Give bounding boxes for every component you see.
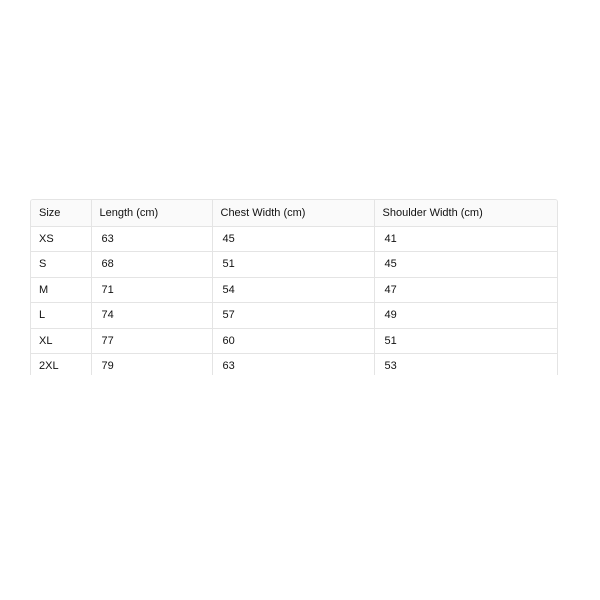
cell-length: 63 xyxy=(91,226,212,252)
cell-size: XL xyxy=(31,328,91,354)
cell-shoulder-width: 41 xyxy=(374,226,558,252)
cell-chest-width: 60 xyxy=(212,328,374,354)
cell-shoulder-width: 45 xyxy=(374,252,558,278)
table-row xyxy=(31,328,558,354)
cell-size: L xyxy=(31,303,91,329)
cell-size: S xyxy=(31,252,91,278)
cell-length: 71 xyxy=(91,277,212,303)
table-row xyxy=(31,277,558,303)
table-row xyxy=(31,354,558,376)
cell-length: 68 xyxy=(91,252,212,278)
header-chest-width: Chest Width (cm) xyxy=(212,200,374,226)
cell-size: 2XL xyxy=(31,354,91,376)
cell-shoulder-width: 53 xyxy=(384,360,397,372)
cell-chest-width: 51 xyxy=(212,252,374,278)
cell-length: 79 xyxy=(91,354,212,376)
cell-chest-width: 57 xyxy=(212,303,374,329)
table-row xyxy=(31,226,558,252)
table-header-row xyxy=(31,200,558,226)
cell-size: M xyxy=(31,277,91,303)
table-row xyxy=(31,252,558,278)
header-size: Size xyxy=(31,200,91,226)
cell-chest-width: 54 xyxy=(212,277,374,303)
cell-chest-width: 63 xyxy=(212,354,374,376)
cell-length: 77 xyxy=(91,328,212,354)
size-chart xyxy=(30,199,558,375)
header-shoulder-width: Shoulder Width (cm) xyxy=(374,200,558,226)
table-row xyxy=(31,303,558,329)
cell-shoulder-width: 51 xyxy=(374,328,558,354)
size-chart-table xyxy=(31,200,558,375)
cell-shoulder-width: 49 xyxy=(374,303,558,329)
cell-length: 74 xyxy=(91,303,212,329)
cell-size: XS xyxy=(31,226,91,252)
header-length: Length (cm) xyxy=(91,200,212,226)
cell-chest-width: 45 xyxy=(212,226,374,252)
cell-shoulder-width: 47 xyxy=(374,277,558,303)
